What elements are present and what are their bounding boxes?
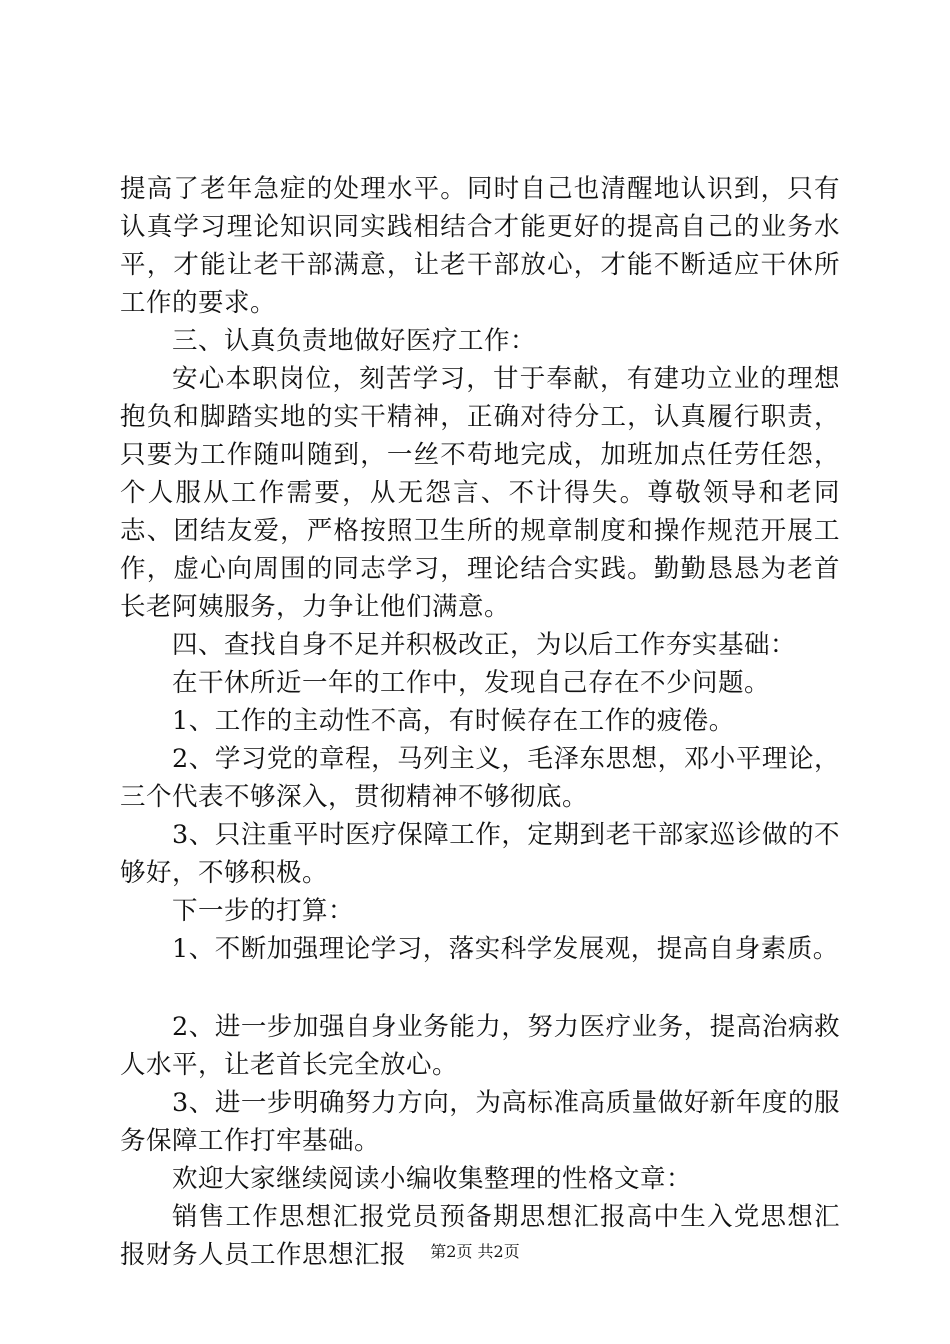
document-body	[120, 170, 840, 1274]
list-item-problem-3: 3、只注重平时医疗保障工作，定期到老干部家巡诊做的不够好，不够积极。	[120, 820, 840, 888]
paragraph-dedication: 安心本职岗位，刻苦学习，甘于奉献，有建功立业的理想抱负和脚踏实地的实干精神，正确对待分工，认真履行职责，只要为工作随叫随到，一丝不苟地完成，加班加点任劳任怨，个人服从工作需要，从无怨言、不计得失。尊敬领导和老同志、团结友爱，严格按照卫生所的规章制度和操作规范开展工作，虚心向周围的同志学习，理论结合实践。勤勤恳恳为老首长老阿姨服务，力争让他们满意。	[120, 364, 840, 622]
page-number-footer: 第2页 共2页	[430, 1242, 520, 1261]
paragraph-problems-intro: 在干休所近一年的工作中，发现自己存在不少问题。	[172, 668, 771, 698]
list-item-problem-1: 1、工作的主动性不高，有时候存在工作的疲倦。	[172, 706, 735, 736]
list-item-problem-2: 2、学习党的章程，马列主义，毛泽东思想，邓小平理论，三个代表不够深入，贯彻精神不够彻底。	[120, 744, 840, 812]
paragraph-continuation: 提高了老年急症的处理水平。同时自己也清醒地认识到，只有认真学习理论知识同实践相结合才能更好的提高自己的业务水平，才能让老干部满意，让老干部放心，才能不断适应干休所工作的要求。	[120, 174, 840, 318]
list-item-plan-2: 2、进一步加强自身业务能力，努力医疗业务，提高治病救人水平，让老首长完全放心。	[120, 1012, 840, 1080]
section-heading-medical-work: 三、认真负责地做好医疗工作：	[172, 326, 537, 356]
further-reading-intro: 欢迎大家继续阅读小编收集整理的性格文章：	[172, 1164, 693, 1194]
list-item-plan-1: 1、不断加强理论学习，落实科学发展观，提高自身素质。	[172, 934, 839, 964]
further-reading-links: 销售工作思想汇报党员预备期思想汇报高中生入党思想汇报财务人员工作思想汇报	[120, 1202, 840, 1270]
section-heading-shortcomings: 四、查找自身不足并积极改正，为以后工作夯实基础：	[172, 630, 797, 660]
section-heading-next-steps: 下一步的打算：	[172, 896, 355, 926]
list-item-plan-3: 3、进一步明确努力方向，为高标准高质量做好新年度的服务保障工作打牢基础。	[120, 1088, 840, 1156]
